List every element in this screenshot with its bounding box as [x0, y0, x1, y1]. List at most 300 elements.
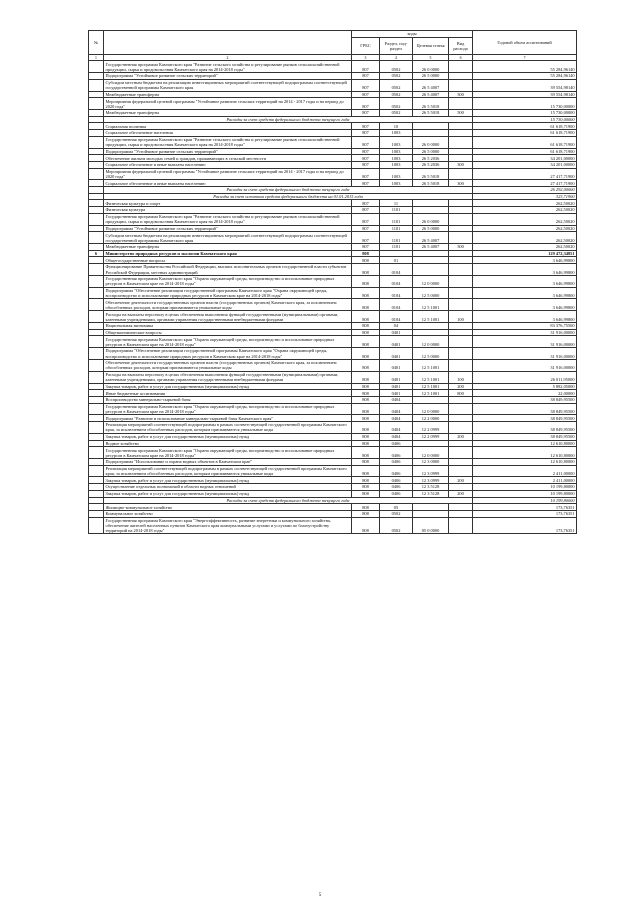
cell-vr: 100	[449, 371, 473, 383]
cell-razdel: 0502	[380, 91, 413, 98]
cell-grbs: 808	[352, 504, 380, 511]
cell-razdel: 1003	[380, 155, 413, 162]
table-row	[89, 311, 577, 323]
cell-vr	[449, 329, 473, 336]
cell-num	[89, 336, 104, 348]
cell-csr: 26 0 0000	[413, 136, 449, 148]
cell-grbs: 807	[352, 130, 380, 137]
cell-grbs: 808	[352, 359, 380, 371]
cell-csr: 26 0 0000	[413, 213, 449, 225]
cell-amount: 173,76351	[473, 504, 577, 511]
cell-vr	[449, 359, 473, 371]
table-row	[89, 110, 577, 117]
cell-num	[89, 422, 104, 434]
cell-amount: 31 916,00000	[473, 359, 577, 371]
table-row	[89, 371, 577, 383]
table-row	[89, 484, 577, 491]
cell-note: Расходы за счет средств федерального бюджета текущего года	[104, 187, 473, 194]
cell-num	[89, 433, 104, 440]
cell-amount: 5 882,05000	[473, 383, 577, 390]
cell-num	[89, 264, 104, 276]
cell-name: Общеэкономические вопросы	[104, 329, 352, 336]
cell-razdel: 0502	[380, 517, 413, 534]
cell-name: Закупка товаров, работ и услуг для государственных (муниципальных) нужд	[104, 490, 352, 497]
cell-grbs: 808	[352, 371, 380, 383]
header-name	[104, 31, 352, 55]
cell-amount: 10 199,80000	[473, 490, 577, 497]
cell-grbs: 807	[352, 61, 380, 73]
cell-num	[89, 136, 104, 148]
cell-name: Социальное обеспечение и иные выплаты населению	[104, 180, 352, 187]
cell-csr	[413, 323, 449, 330]
cell-num: 6	[89, 250, 104, 257]
table-body	[89, 61, 577, 534]
table-row	[89, 200, 577, 207]
cell-razdel: 01	[380, 257, 413, 264]
cell-razdel: 1101	[380, 207, 413, 214]
index-cell: 2	[104, 55, 352, 61]
cell-razdel: 0401	[380, 348, 413, 360]
cell-csr: 12 0 0000	[413, 336, 449, 348]
cell-csr: 12 5 1001	[413, 371, 449, 383]
cell-razdel: 1003	[380, 148, 413, 155]
table-row	[89, 155, 577, 162]
cell-amount: 31 916,00000	[473, 336, 577, 348]
cell-vr	[449, 504, 473, 511]
cell-csr	[413, 200, 449, 207]
table-row	[89, 299, 577, 311]
cell-grbs: 807	[352, 136, 380, 148]
cell-csr: 26 5 5018	[413, 168, 449, 180]
cell-num	[89, 148, 104, 155]
cell-razdel: 1003	[380, 161, 413, 168]
cell-razdel: 0406	[380, 440, 413, 447]
cell-razdel: 1101	[380, 244, 413, 251]
header-num: №	[89, 31, 104, 55]
cell-num	[89, 447, 104, 459]
table-row	[89, 383, 577, 390]
cell-csr: 26 5 2036	[413, 155, 449, 162]
cell-amount: 34 201,00000	[473, 161, 577, 168]
cell-vr	[449, 232, 473, 244]
cell-grbs: 808	[352, 264, 380, 276]
cell-grbs: 808	[352, 465, 380, 477]
header-csr: Целевая статья	[413, 37, 449, 55]
header-codes: коды	[352, 31, 473, 38]
cell-csr: 26 5 0000	[413, 148, 449, 155]
cell-grbs: 807	[352, 91, 380, 98]
table-row	[89, 403, 577, 415]
cell-vr	[449, 168, 473, 180]
index-cell: 7	[473, 55, 577, 61]
table-row	[89, 91, 577, 98]
cell-num	[89, 180, 104, 187]
cell-amount: 2 411,00000	[473, 477, 577, 484]
cell-name: Коммунальное хозяйство	[104, 510, 352, 517]
cell-grbs: 808	[352, 390, 380, 397]
table-row	[89, 323, 577, 330]
cell-name: Закупка товаров, работ и услуг для государственных (муниципальных) нужд	[104, 477, 352, 484]
cell-num	[89, 440, 104, 447]
cell-amount: 3 646,99800	[473, 275, 577, 287]
cell-amount: 55 284,96140	[473, 61, 577, 73]
cell-vr: 200	[449, 433, 473, 440]
cell-grbs: 807	[352, 213, 380, 225]
cell-num	[89, 225, 104, 232]
cell-amount: 12 610,80000	[473, 440, 577, 447]
cell-name: Расходы на выплаты персоналу в целях обеспечения выполнения функций государственными (муниципальными) органами, казенными учреждениями, органами управления государственными внебюджетными фондами	[104, 371, 352, 383]
cell-name: Межбюджетные трансферты	[104, 91, 352, 98]
cell-note: Расходы за счет средств федерального бюджета текущего года	[104, 116, 473, 123]
table-row	[89, 116, 577, 123]
budget-table	[88, 30, 577, 534]
cell-csr: 12 5 0000	[413, 348, 449, 360]
cell-razdel: 0104	[380, 299, 413, 311]
cell-grbs: 808	[352, 257, 380, 264]
table-row	[89, 433, 577, 440]
cell-name: Подпрограмма "Обеспечение реализации государственной программы Камчатского края "Охрана окружающей среды, воспроизводство и использование природных ресурсов в Камчатском крае на 2014-2018 годы"	[104, 287, 352, 299]
cell-note: Расходы за счет остатков средств федерального бюджета на 01.01.2015 года	[104, 193, 473, 200]
cell-amount: 61 618,71900	[473, 148, 577, 155]
cell-razdel: 0406	[380, 447, 413, 459]
cell-razdel: 0404	[380, 396, 413, 403]
cell-csr	[413, 396, 449, 403]
table-row	[89, 207, 577, 214]
cell-csr	[413, 257, 449, 264]
cell-num	[89, 403, 104, 415]
cell-grbs: 808	[352, 250, 380, 257]
cell-grbs: 808	[352, 383, 380, 390]
cell-razdel: 0502	[380, 110, 413, 117]
cell-num	[89, 477, 104, 484]
table-row	[89, 244, 577, 251]
cell-grbs: 808	[352, 459, 380, 466]
cell-num	[89, 396, 104, 403]
cell-amount: 12 610,80000	[473, 459, 577, 466]
cell-grbs: 808	[352, 422, 380, 434]
cell-vr	[449, 148, 473, 155]
cell-name: Физическая культура	[104, 207, 352, 214]
cell-grbs: 808	[352, 510, 380, 517]
cell-grbs: 808	[352, 323, 380, 330]
cell-csr: 12 2 0999	[413, 422, 449, 434]
cell-grbs: 808	[352, 299, 380, 311]
table-row	[89, 359, 577, 371]
cell-num	[89, 232, 104, 244]
cell-name: Подпрограмма "Развитие и использование минерально-сырьевой базы Камчатского края"	[104, 415, 352, 422]
cell-amount: 262,50020	[473, 213, 577, 225]
cell-name: Иные бюджетные ассигнования	[104, 390, 352, 397]
cell-name: Государственная программа Камчатского края "Охрана окружающей среды, воспроизводство и использование природных ресурсов в Камчатском крае на 2014-2018 годы"	[104, 403, 352, 415]
cell-grbs: 808	[352, 440, 380, 447]
cell-amount: 22,00000	[473, 390, 577, 397]
cell-vr	[449, 264, 473, 276]
table-row	[89, 275, 577, 287]
table-row	[89, 504, 577, 511]
table-row	[89, 264, 577, 276]
cell-vr: 800	[449, 390, 473, 397]
cell-name: Государственная программа Камчатского края "Развитие сельского хозяйства и регулирование рынков сельскохозяйственной продукции, сырья и продовольствия Камчатского края на 2014-2018 годы"	[104, 136, 352, 148]
cell-csr: 12 3 0999	[413, 477, 449, 484]
cell-name: Обеспечение деятельности государственных органов власти (государственных органов) Камчатского края, за исключением обособленных расходов, которым присваиваются уникальные коды	[104, 299, 352, 311]
cell-grbs: 808	[352, 336, 380, 348]
cell-amount: 27 417,71900	[473, 168, 577, 180]
cell-name: Подпрограмма "Устойчивое развитие сельских территорий"	[104, 225, 352, 232]
cell-name: Реализация мероприятий соответствующей подпрограммы в рамках соответствующей государственной программы Камчатского края, за исключением обособленных расходов, которым присваиваются уникальные коды	[104, 422, 352, 434]
cell-amount: 10 199,80000	[473, 484, 577, 491]
cell-name: Жилищно-коммунальное хозяйство	[104, 504, 352, 511]
cell-csr: 12 3 5128	[413, 490, 449, 497]
cell-csr	[413, 250, 449, 257]
cell-num	[89, 323, 104, 330]
table-row	[89, 447, 577, 459]
cell-amount: 262,50020	[473, 200, 577, 207]
table-row	[89, 193, 577, 200]
cell-num	[89, 79, 104, 91]
cell-vr	[449, 250, 473, 257]
cell-num	[89, 371, 104, 383]
cell-num	[89, 244, 104, 251]
cell-csr: 05 0 0000	[413, 517, 449, 534]
cell-vr	[449, 155, 473, 162]
cell-csr: 26 5 4007	[413, 91, 449, 98]
cell-razdel: 0404	[380, 415, 413, 422]
cell-grbs: 807	[352, 168, 380, 180]
table-row	[89, 390, 577, 397]
cell-vr	[449, 336, 473, 348]
cell-amount: 38 849,95500	[473, 415, 577, 422]
cell-razdel: 0406	[380, 490, 413, 497]
cell-num	[89, 359, 104, 371]
cell-amount: 15 730,00000	[473, 116, 577, 123]
cell-razdel: 0502	[380, 61, 413, 73]
cell-vr: 300	[449, 180, 473, 187]
table-row	[89, 348, 577, 360]
cell-name: Подпрограмма "Устойчивое развитие сельских территорий"	[104, 73, 352, 80]
cell-amount: 3 646,99800	[473, 264, 577, 276]
cell-grbs: 807	[352, 200, 380, 207]
cell-name: Социальное обеспечение населения	[104, 130, 352, 137]
cell-name: Подпрограмма "Использование и охрана водных объектов в Камчатском крае"	[104, 459, 352, 466]
index-cell: 3	[352, 55, 380, 61]
cell-vr: 500	[449, 110, 473, 117]
table-row	[89, 148, 577, 155]
cell-vr	[449, 348, 473, 360]
cell-vr	[449, 465, 473, 477]
cell-vr	[449, 415, 473, 422]
cell-name: Осуществление отдельных полномочий в области водных отношений	[104, 484, 352, 491]
table-row	[89, 329, 577, 336]
cell-amount: 61 618,71900	[473, 130, 577, 137]
index-cell: 6	[449, 55, 473, 61]
cell-name: Обеспечение деятельности государственных органов власти (государственных органов) Камчатского края, за исключением обособленных расходов, которым присваиваются уникальные коды	[104, 359, 352, 371]
cell-csr	[413, 504, 449, 511]
cell-name: Подпрограмма "Обеспечение реализации государственной программы Камчатского края "Охрана окружающей среды, воспроизводство и использование природных ресурсов в Камчатском крае на 2014-2018 годы"	[104, 348, 352, 360]
table-row	[89, 130, 577, 137]
header-razdel: Раздел, под-раздел	[380, 37, 413, 55]
table-row	[89, 213, 577, 225]
cell-name: Субсидии местным бюджетам на реализацию инвестиционных мероприятий соответствующей подпрограммы соответствующей государственной программы Камчатского края	[104, 232, 352, 244]
cell-amount: 323,71900	[473, 193, 577, 200]
table-row	[89, 517, 577, 534]
table-row	[89, 98, 577, 110]
cell-num	[89, 213, 104, 225]
cell-grbs: 807	[352, 73, 380, 80]
cell-amount: 26 292,00000	[473, 187, 577, 194]
cell-grbs: 807	[352, 155, 380, 162]
cell-grbs: 808	[352, 484, 380, 491]
cell-grbs: 808	[352, 433, 380, 440]
cell-csr: 12 0 0000	[413, 447, 449, 459]
table-row	[89, 415, 577, 422]
cell-csr	[413, 264, 449, 276]
cell-grbs: 808	[352, 490, 380, 497]
cell-vr	[449, 207, 473, 214]
cell-num	[89, 123, 104, 130]
header-row	[89, 31, 577, 38]
cell-name: Общегосударственные вопросы	[104, 257, 352, 264]
cell-name: Водное хозяйство	[104, 440, 352, 447]
index-cell: 5	[413, 55, 449, 61]
table-row	[89, 250, 577, 257]
cell-csr: 12 0 0000	[413, 403, 449, 415]
table-row	[89, 225, 577, 232]
cell-vr	[449, 136, 473, 148]
cell-num	[89, 348, 104, 360]
cell-csr	[413, 123, 449, 130]
cell-name: Мероприятия федеральной целевой программы "Устойчивое развитие сельских территорий на 2014 - 2017 годы и на период до 2020 года"	[104, 168, 352, 180]
cell-vr: 500	[449, 91, 473, 98]
cell-razdel: 0401	[380, 359, 413, 371]
table-row	[89, 490, 577, 497]
cell-name: Межбюджетные трансферты	[104, 110, 352, 117]
cell-num	[89, 257, 104, 264]
cell-amount: 26 011,95000	[473, 371, 577, 383]
cell-razdel: 0406	[380, 465, 413, 477]
cell-amount: 61 618,71900	[473, 123, 577, 130]
cell-vr: 100	[449, 311, 473, 323]
cell-razdel: 0401	[380, 336, 413, 348]
cell-csr: 26 5 2036	[413, 161, 449, 168]
cell-name: Министерство природных ресурсов и экологии Камчатского края	[104, 250, 352, 257]
cell-csr: 12 3 0000	[413, 459, 449, 466]
cell-csr: 26 5 0000	[413, 73, 449, 80]
cell-amount: 3 646,99800	[473, 287, 577, 299]
table-row	[89, 180, 577, 187]
cell-vr	[449, 396, 473, 403]
cell-razdel: 0502	[380, 98, 413, 110]
cell-razdel: 0502	[380, 73, 413, 80]
cell-vr	[449, 447, 473, 459]
cell-num	[89, 383, 104, 390]
cell-amount: 38 849,95500	[473, 396, 577, 403]
cell-grbs: 807	[352, 110, 380, 117]
cell-name: Закупка товаров, работ и услуг для государственных (муниципальных) нужд	[104, 383, 352, 390]
cell-csr: 12 3 5128	[413, 484, 449, 491]
cell-grbs: 808	[352, 415, 380, 422]
cell-csr: 26 5 4007	[413, 232, 449, 244]
cell-csr: 12 2 0000	[413, 415, 449, 422]
cell-csr	[413, 440, 449, 447]
cell-grbs: 807	[352, 148, 380, 155]
cell-csr: 12 5 1001	[413, 383, 449, 390]
cell-grbs: 808	[352, 477, 380, 484]
cell-csr	[413, 329, 449, 336]
cell-razdel: 0401	[380, 329, 413, 336]
cell-num	[89, 329, 104, 336]
table-row	[89, 497, 577, 504]
cell-num	[89, 484, 104, 491]
cell-razdel: 0502	[380, 510, 413, 517]
cell-grbs: 807	[352, 123, 380, 130]
cell-vr	[449, 323, 473, 330]
cell-vr	[449, 257, 473, 264]
cell-razdel: 0404	[380, 433, 413, 440]
table-row	[89, 73, 577, 80]
cell-razdel: 05	[380, 504, 413, 511]
cell-amount: 3 646,99800	[473, 311, 577, 323]
table-row	[89, 123, 577, 130]
cell-csr: 26 5 5018	[413, 180, 449, 187]
cell-razdel: 1003	[380, 168, 413, 180]
cell-num	[89, 110, 104, 117]
cell-vr	[449, 440, 473, 447]
cell-vr	[449, 287, 473, 299]
index-cell: 4	[380, 55, 413, 61]
table-row	[89, 510, 577, 517]
cell-grbs: 808	[352, 287, 380, 299]
cell-name: Государственная программа Камчатского края "Охрана окружающей среды, воспроизводство и использование природных ресурсов в Камчатском крае на 2014-2018 годы"	[104, 275, 352, 287]
cell-csr: 12 5 1001	[413, 299, 449, 311]
index-cell: 1	[89, 55, 104, 61]
cell-num	[89, 161, 104, 168]
cell-razdel: 0104	[380, 275, 413, 287]
cell-csr: 26 0 0000	[413, 61, 449, 73]
table-row	[89, 168, 577, 180]
cell-amount: 61 618,71900	[473, 136, 577, 148]
cell-amount: 83 376,75500	[473, 323, 577, 330]
cell-amount: 15 730,00000	[473, 98, 577, 110]
cell-csr: 26 5 5018	[413, 98, 449, 110]
cell-name: Воспроизводство минерально-сырьевой базы	[104, 396, 352, 403]
table-row	[89, 232, 577, 244]
cell-num	[89, 504, 104, 511]
cell-note: Расходы за счет средств федерального бюджета текущего года	[104, 497, 473, 504]
cell-grbs: 808	[352, 517, 380, 534]
cell-csr	[413, 510, 449, 517]
cell-name: Реализация мероприятий соответствующей подпрограммы в рамках соответствующей государственной программы Камчатского края, за исключением обособленных расходов, которым присваиваются уникальные коды	[104, 465, 352, 477]
cell-num	[89, 287, 104, 299]
cell-name: Обеспечение жильем молодых семей и граждан, проживающих в сельской местности	[104, 155, 352, 162]
cell-vr	[449, 403, 473, 415]
cell-razdel: 1101	[380, 225, 413, 232]
cell-grbs: 807	[352, 225, 380, 232]
cell-grbs: 808	[352, 275, 380, 287]
cell-razdel: 0104	[380, 264, 413, 276]
cell-csr: 12 5 1001	[413, 390, 449, 397]
cell-amount: 173,76351	[473, 517, 577, 534]
cell-num	[89, 390, 104, 397]
cell-grbs: 808	[352, 348, 380, 360]
cell-csr: 12 0 0000	[413, 275, 449, 287]
table-row	[89, 287, 577, 299]
table-row	[89, 136, 577, 148]
cell-razdel: 1101	[380, 232, 413, 244]
cell-vr	[449, 213, 473, 225]
cell-razdel: 0404	[380, 422, 413, 434]
cell-amount: 10 199,80000	[473, 497, 577, 504]
cell-razdel	[380, 250, 413, 257]
